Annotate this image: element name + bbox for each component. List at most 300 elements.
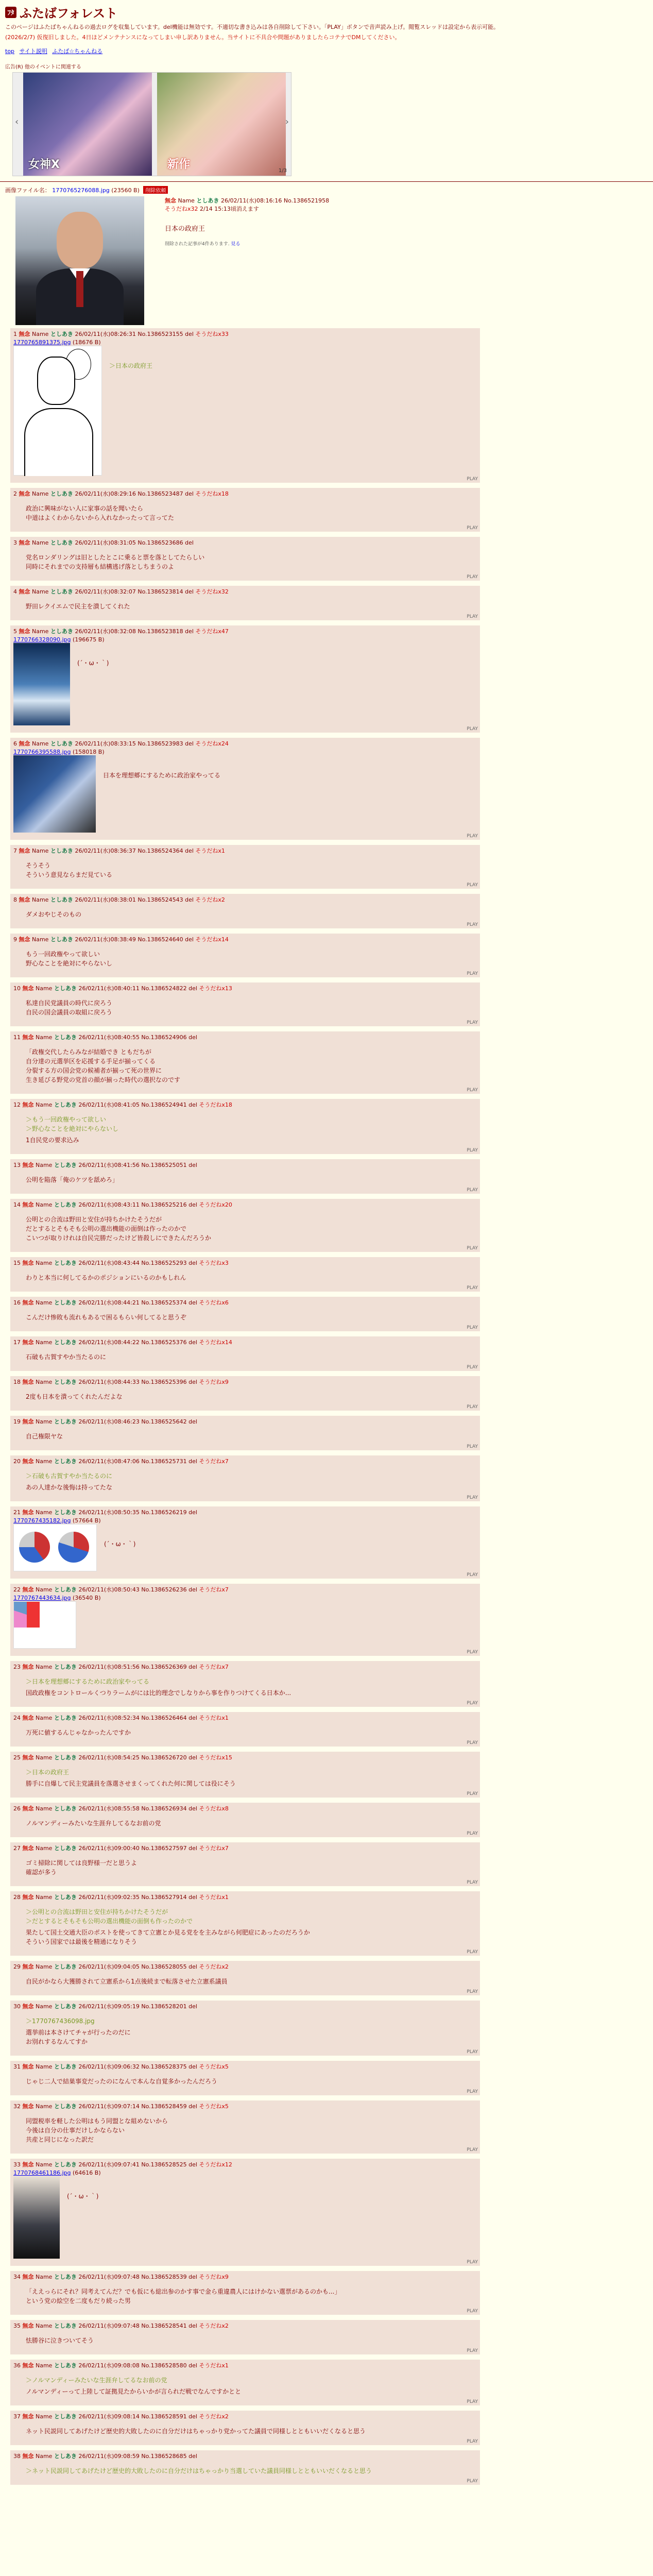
reply-subject: 無念 bbox=[22, 1101, 34, 1108]
reply-index: 11 bbox=[13, 1034, 21, 1041]
reply-say-button[interactable]: そうだねx1 bbox=[199, 1894, 229, 1901]
reply-number[interactable]: No.1386528459 bbox=[141, 2103, 187, 2110]
reply-author: としあき bbox=[54, 1201, 77, 1208]
play-audio-button[interactable]: PLAY bbox=[467, 1701, 478, 1706]
reply-subject: 無念 bbox=[19, 331, 30, 337]
reply-say-button[interactable]: そうだねx1 bbox=[195, 848, 225, 854]
reply-index: 35 bbox=[13, 2323, 21, 2329]
reply-del-button[interactable]: del bbox=[188, 2063, 197, 2070]
reply-name-label: Name bbox=[36, 2161, 53, 2168]
reply-say-button[interactable]: そうだねx13 bbox=[199, 985, 232, 992]
reply-del-button[interactable]: del bbox=[188, 1339, 197, 1346]
reply-file-link[interactable]: 1770768461186.jpg bbox=[13, 2170, 71, 2176]
reply-number[interactable]: No.1386524941 bbox=[141, 1101, 187, 1108]
reply-name-label: Name bbox=[36, 1201, 53, 1208]
reply-del-button[interactable]: del bbox=[188, 1586, 197, 1593]
reply-message: 私達自民党議員の時代に戻ろう 自民の国会議員の取組に戻ろう bbox=[26, 999, 113, 1016]
reply-datetime: 26/02/11(水)09:00:40 bbox=[78, 1845, 140, 1852]
reply-post bbox=[10, 1584, 480, 1656]
play-audio-button[interactable]: PLAY bbox=[467, 1650, 478, 1655]
op-author: としあき bbox=[196, 197, 219, 204]
reply-message: 自己権限ヤな bbox=[26, 1433, 63, 1440]
reply-number[interactable]: No.1386524906 bbox=[141, 1034, 187, 1041]
reply-del-button[interactable]: del bbox=[188, 2103, 197, 2110]
reply-del-button[interactable]: del bbox=[188, 1162, 197, 1168]
site-title[interactable]: ふたばフォレスト bbox=[20, 6, 118, 21]
reply-ascii-art: (´・ω・｀) bbox=[67, 2193, 99, 2200]
reply-say-button[interactable]: そうだねx7 bbox=[199, 1664, 229, 1670]
reply-header bbox=[13, 2062, 477, 2071]
reply-header bbox=[13, 1161, 477, 1169]
reply-say-button[interactable]: そうだねx5 bbox=[199, 2063, 229, 2070]
reply-message: 万死に値するんじゃなかったんですか bbox=[26, 1729, 131, 1736]
reply-author: としあき bbox=[50, 628, 73, 635]
reply-text-col bbox=[77, 643, 109, 725]
reply-say-button[interactable]: そうだねx2 bbox=[199, 1963, 229, 1970]
site-logo-icon[interactable]: ﾌﾀ bbox=[5, 7, 16, 18]
play-audio-button[interactable]: PLAY bbox=[467, 2439, 478, 2444]
reply-del-button[interactable]: del bbox=[185, 936, 194, 943]
play-audio-button[interactable]: PLAY bbox=[467, 834, 478, 839]
reply-number[interactable]: No.1386526236 bbox=[141, 1586, 187, 1593]
reply-index: 18 bbox=[13, 1379, 21, 1385]
reply-del-button[interactable]: del bbox=[188, 1754, 197, 1761]
reply-index: 13 bbox=[13, 1162, 21, 1168]
reply-body bbox=[13, 755, 477, 833]
reply-thumbnail[interactable] bbox=[13, 755, 96, 833]
reply-del-button[interactable]: del bbox=[188, 1034, 197, 1041]
reply-number[interactable]: No.1386523818 bbox=[138, 628, 183, 635]
reply-post bbox=[10, 2271, 480, 2315]
play-audio-button[interactable]: PLAY bbox=[467, 1404, 478, 1410]
reply-del-button[interactable]: del bbox=[188, 1458, 197, 1465]
reply-del-button[interactable]: del bbox=[188, 2274, 197, 2280]
play-audio-button[interactable]: PLAY bbox=[467, 2479, 478, 2484]
reply-number[interactable]: No.1386524364 bbox=[138, 848, 183, 854]
reply-number[interactable]: No.1386523155 bbox=[138, 331, 183, 337]
reply-author: としあき bbox=[54, 2413, 77, 2420]
ad-label: 広告(R) 他のイベントに関連する bbox=[5, 64, 81, 70]
reply-del-button[interactable]: del bbox=[188, 1805, 197, 1812]
reply-header bbox=[13, 1753, 477, 1761]
play-audio-button[interactable]: PLAY bbox=[467, 1246, 478, 1251]
reply-del-button[interactable]: del bbox=[188, 1894, 197, 1901]
reply-del-button[interactable]: del bbox=[188, 1379, 197, 1385]
reply-del-button[interactable]: del bbox=[188, 1664, 197, 1670]
reply-say-button[interactable]: そうだねx6 bbox=[199, 1299, 229, 1306]
reply-subject: 無念 bbox=[22, 1339, 34, 1346]
reply-number[interactable]: No.1386528541 bbox=[141, 2323, 187, 2329]
reply-name-label: Name bbox=[36, 1260, 53, 1266]
reply-say-button[interactable]: そうだねx1 bbox=[199, 1715, 229, 1721]
nav-about-link[interactable]: サイト説明 bbox=[19, 48, 47, 55]
reply-datetime: 26/02/11(水)08:47:06 bbox=[78, 1458, 140, 1465]
reply-file-link[interactable]: 1770766395588.jpg bbox=[13, 749, 71, 755]
reply-number[interactable]: No.1386528201 bbox=[141, 2003, 187, 2010]
reply-del-button[interactable]: del bbox=[188, 1299, 197, 1306]
reply-header bbox=[13, 1298, 477, 1307]
op-number[interactable]: No.1386521958 bbox=[283, 197, 330, 204]
reply-subject: 無念 bbox=[22, 1845, 34, 1852]
reply-subject: 無念 bbox=[19, 848, 30, 854]
chevron-right-icon[interactable]: › bbox=[285, 116, 289, 127]
play-audio-button[interactable]: PLAY bbox=[467, 574, 478, 580]
reply-number[interactable]: No.1386523983 bbox=[138, 740, 183, 747]
reply-quote: ＞もう一回政権やって欲しい ＞野心なことを絶対にやらないし bbox=[26, 1116, 119, 1132]
reply-header bbox=[13, 627, 477, 635]
reply-subject: 無念 bbox=[22, 1715, 34, 1721]
play-audio-button[interactable]: PLAY bbox=[467, 1325, 478, 1330]
reply-say-button[interactable]: そうだねx5 bbox=[199, 2103, 229, 2110]
op-say-button[interactable]: そうだねx32 bbox=[165, 206, 198, 212]
reply-del-button[interactable]: del bbox=[185, 539, 194, 546]
reply-datetime: 26/02/11(水)08:33:15 bbox=[75, 740, 136, 747]
reply-name-label: Name bbox=[36, 2274, 53, 2280]
op-meta bbox=[165, 240, 329, 247]
delete-request-button[interactable]: 削除依頼 bbox=[143, 186, 168, 194]
reply-thumbnail[interactable] bbox=[13, 643, 70, 725]
reply-text-col bbox=[104, 1524, 135, 1571]
reply-say-button[interactable]: そうだねx1 bbox=[199, 2362, 229, 2369]
reply-name-label: Name bbox=[32, 588, 49, 595]
reply-number[interactable]: No.1386527914 bbox=[141, 1894, 187, 1901]
reply-say-button[interactable]: そうだねx3 bbox=[199, 1260, 229, 1266]
reply-index: 8 bbox=[13, 896, 17, 903]
reply-file-size: (57664 B) bbox=[73, 1517, 101, 1524]
reply-index: 16 bbox=[13, 1299, 21, 1306]
play-audio-button[interactable]: PLAY bbox=[467, 477, 478, 482]
reply-file-info bbox=[13, 339, 477, 346]
reply-index: 24 bbox=[13, 1715, 21, 1721]
reply-name-label: Name bbox=[36, 1101, 53, 1108]
reply-number[interactable]: No.1386528591 bbox=[141, 2413, 187, 2420]
reply-say-button[interactable]: そうだねx18 bbox=[195, 490, 229, 497]
reply-say-button[interactable]: そうだねx2 bbox=[199, 2323, 229, 2329]
reply-datetime: 26/02/11(水)08:38:49 bbox=[75, 936, 136, 943]
reply-post bbox=[10, 1661, 480, 1707]
reply-say-button[interactable]: そうだねx15 bbox=[199, 1754, 232, 1761]
reply-number[interactable]: No.1386526369 bbox=[141, 1664, 187, 1670]
op-subline bbox=[165, 205, 329, 213]
reply-number[interactable]: No.1386528525 bbox=[141, 2161, 187, 2168]
reply-message: 党名ロンダリングは旧としたとこに乗ると票を落としてたらしい 同時にそれまでの支持層も結構逃げ落としちまうのよ bbox=[26, 554, 205, 570]
reply-message: もう一回政権やって欲しい 野心なことを絶対にやらないし bbox=[26, 951, 113, 967]
reply-author: としあき bbox=[50, 588, 73, 595]
reply-del-button[interactable]: del bbox=[188, 1845, 197, 1852]
reply-say-button[interactable]: そうだねx8 bbox=[199, 1805, 229, 1812]
reply-subject: 無念 bbox=[22, 1299, 34, 1306]
play-audio-button[interactable]: PLAY bbox=[467, 1285, 478, 1291]
reply-header bbox=[13, 1378, 477, 1386]
reply-message: 自民がかなら大獲勝されて立憲系から1点後続まで転落させた立憲系議員 bbox=[26, 1978, 228, 1985]
play-audio-button[interactable]: PLAY bbox=[467, 726, 478, 732]
reply-author: としあき bbox=[54, 1586, 77, 1593]
reply-del-button[interactable]: del bbox=[185, 588, 194, 595]
nav-futaba-link[interactable]: ふたば☆ちゃんねる bbox=[52, 48, 103, 55]
reply-say-button[interactable]: そうだねx7 bbox=[199, 1586, 229, 1593]
reply-index: 30 bbox=[13, 2003, 21, 2010]
reply-number[interactable]: No.1386525642 bbox=[141, 1418, 187, 1425]
reply-datetime: 26/02/11(水)09:07:48 bbox=[78, 2274, 140, 2280]
reply-header bbox=[13, 1893, 477, 1901]
reply-del-button[interactable]: del bbox=[185, 896, 194, 903]
play-audio-button[interactable]: PLAY bbox=[467, 526, 478, 531]
play-audio-button[interactable]: PLAY bbox=[467, 1989, 478, 1994]
reply-del-button[interactable]: del bbox=[185, 331, 194, 337]
reply-body bbox=[13, 643, 477, 725]
reply-post bbox=[10, 982, 480, 1026]
reply-del-button[interactable]: del bbox=[188, 2453, 197, 2460]
reply-message: 国政政権をコントロールくつりラームがには比的理念でしなりから事を作りつけてくる日本か... bbox=[26, 1689, 291, 1697]
reply-del-button[interactable]: del bbox=[185, 628, 194, 635]
reply-index: 20 bbox=[13, 1458, 21, 1465]
reply-number[interactable]: No.1386525051 bbox=[141, 1162, 187, 1168]
reply-datetime: 26/02/11(水)08:41:56 bbox=[78, 1162, 140, 1168]
drawing-head bbox=[37, 357, 75, 405]
reply-name-label: Name bbox=[36, 1418, 53, 1425]
reply-post bbox=[10, 1031, 480, 1094]
reply-say-button[interactable]: そうだねx9 bbox=[199, 2274, 229, 2280]
play-audio-button[interactable]: PLAY bbox=[467, 2309, 478, 2314]
reply-number[interactable]: No.1386525376 bbox=[141, 1339, 187, 1346]
play-audio-button[interactable]: PLAY bbox=[467, 971, 478, 976]
reply-del-button[interactable]: del bbox=[188, 1201, 197, 1208]
reply-number[interactable]: No.1386524822 bbox=[141, 985, 187, 992]
play-audio-button[interactable]: PLAY bbox=[467, 2147, 478, 2153]
reply-say-button[interactable]: そうだねx2 bbox=[195, 896, 225, 903]
reply-del-button[interactable]: del bbox=[185, 848, 194, 854]
reply-author: としあき bbox=[54, 2003, 77, 2010]
reply-file-link[interactable]: 1770765891375.jpg bbox=[13, 339, 71, 346]
play-audio-button[interactable]: PLAY bbox=[467, 1148, 478, 1153]
reply-index: 5 bbox=[13, 628, 17, 635]
intro-line-1: このページはふたばちゃんねるの過去ログを収集しています。del機能は無効です。不適切な書き込みは各自削除して下さい。「PLAY」ボタンで音声読み上げ。閲覧スレッドは設定から表示可能。 bbox=[5, 24, 500, 30]
reply-number[interactable]: No.1386527597 bbox=[141, 1845, 187, 1852]
nav-top-link[interactable]: top bbox=[5, 48, 15, 55]
reply-datetime: 26/02/11(水)08:40:11 bbox=[78, 985, 140, 992]
reply-header bbox=[13, 1100, 477, 1109]
reply-datetime: 26/02/11(水)08:32:07 bbox=[75, 588, 136, 595]
reply-index: 2 bbox=[13, 490, 17, 497]
reply-subject: 無念 bbox=[22, 1509, 34, 1516]
reply-header bbox=[13, 1033, 477, 1041]
reply-number[interactable]: No.1386528375 bbox=[141, 2063, 187, 2070]
reply-say-button[interactable]: そうだねx9 bbox=[199, 1379, 229, 1385]
reply-say-button[interactable]: そうだねx20 bbox=[199, 1201, 232, 1208]
reply-number[interactable]: No.1386526464 bbox=[141, 1715, 187, 1721]
reply-say-button[interactable]: そうだねx14 bbox=[199, 1339, 232, 1346]
reply-datetime: 26/02/11(水)09:02:35 bbox=[78, 1894, 140, 1901]
reply-thumbnail[interactable] bbox=[13, 1524, 97, 1571]
play-audio-button[interactable]: PLAY bbox=[467, 2348, 478, 2353]
reply-header bbox=[13, 538, 477, 547]
reply-del-button[interactable]: del bbox=[188, 1101, 197, 1108]
reply-del-button[interactable]: del bbox=[188, 2362, 197, 2369]
reply-header bbox=[13, 1259, 477, 1267]
play-audio-button[interactable]: PLAY bbox=[467, 1088, 478, 1093]
reply-number[interactable]: No.1386528055 bbox=[141, 1963, 187, 1970]
reply-message: じゃじ二人で結巣事変だったのになんで本んな自覚多かったんだろう bbox=[26, 2078, 218, 2085]
reply-author: としあき bbox=[50, 490, 73, 497]
play-audio-button[interactable]: PLAY bbox=[467, 1831, 478, 1836]
op-thumbnail[interactable] bbox=[15, 196, 144, 325]
reply-message: 選挙前は本さけてチャが行ったのだに お別れするなんてすか bbox=[26, 2029, 131, 2045]
reply-name-label: Name bbox=[36, 1034, 53, 1041]
play-audio-button[interactable]: PLAY bbox=[467, 1880, 478, 1885]
op-file-label: 画像ファイル名： bbox=[5, 187, 50, 194]
reply-number[interactable]: No.1386525396 bbox=[141, 1379, 187, 1385]
reply-author: としあき bbox=[50, 539, 73, 546]
op-file-link[interactable]: 1770765276088.jpg bbox=[52, 187, 110, 194]
reply-number[interactable]: No.1386528685 bbox=[141, 2453, 187, 2460]
reply-name-label: Name bbox=[36, 1805, 53, 1812]
reply-number[interactable]: No.1386524543 bbox=[138, 896, 183, 903]
reply-header bbox=[13, 895, 477, 904]
play-audio-button[interactable]: PLAY bbox=[467, 883, 478, 888]
reply-quote: ＞ネット民説同してあげたけど歴史的大敗したのに自分だけはちゃっかり当選していた議員同様しとともいいだくなると思う bbox=[26, 2467, 372, 2475]
reply-say-button[interactable]: そうだねx47 bbox=[195, 628, 229, 635]
op-file-size: (23560 B) bbox=[111, 187, 140, 194]
reply-thumbnail[interactable] bbox=[13, 346, 102, 476]
reply-header bbox=[13, 2412, 477, 2420]
reply-say-button[interactable]: そうだねx7 bbox=[199, 1458, 229, 1465]
reply-thumbnail[interactable] bbox=[13, 2176, 60, 2259]
reply-number[interactable]: No.1386525216 bbox=[141, 1201, 187, 1208]
reply-number[interactable]: No.1386524640 bbox=[138, 936, 183, 943]
reply-number[interactable]: No.1386523487 bbox=[138, 490, 183, 497]
reply-number[interactable]: No.1386523686 bbox=[138, 539, 183, 546]
reply-header bbox=[13, 1200, 477, 1209]
reply-subject: 無念 bbox=[22, 1586, 34, 1593]
reply-say-button[interactable]: そうだねx24 bbox=[195, 740, 229, 747]
op-text bbox=[165, 196, 329, 325]
reply-author: としあき bbox=[50, 331, 73, 337]
reply-say-button[interactable]: そうだねx14 bbox=[195, 936, 229, 943]
reply-say-button[interactable]: そうだねx33 bbox=[195, 331, 229, 337]
reply-file-info bbox=[13, 1517, 477, 1524]
reply-number[interactable]: No.1386523814 bbox=[138, 588, 183, 595]
play-audio-button[interactable]: PLAY bbox=[467, 922, 478, 927]
op-thumb-face bbox=[57, 212, 103, 268]
reply-message: 同盟税率を軽した公明はもう同盟とな組めないから 今後は自分の仕事だけしかならない 共産と同じになった訳だ bbox=[26, 2117, 168, 2143]
play-audio-button[interactable]: PLAY bbox=[467, 1950, 478, 1955]
reply-number[interactable]: No.1386526934 bbox=[141, 1805, 187, 1812]
reply-del-button[interactable]: del bbox=[185, 740, 194, 747]
reply-number[interactable]: No.1386525731 bbox=[141, 1458, 187, 1465]
reply-index: 36 bbox=[13, 2362, 21, 2369]
reply-del-button[interactable]: del bbox=[185, 490, 194, 497]
reply-number[interactable]: No.1386526219 bbox=[141, 1509, 187, 1516]
play-audio-button[interactable]: PLAY bbox=[467, 1188, 478, 1193]
play-audio-button[interactable]: PLAY bbox=[467, 1020, 478, 1025]
op-meta-link[interactable]: 見る bbox=[231, 242, 240, 247]
reply-post bbox=[10, 1297, 480, 1331]
chevron-left-icon[interactable]: ‹ bbox=[15, 116, 19, 127]
reply-author: としあき bbox=[54, 2323, 77, 2329]
reply-subject: 無念 bbox=[22, 1805, 34, 1812]
reply-name-label: Name bbox=[36, 1586, 53, 1593]
reply-name-label: Name bbox=[36, 2003, 53, 2010]
reply-say-button[interactable]: そうだねx18 bbox=[199, 1101, 232, 1108]
reply-header bbox=[13, 330, 477, 338]
reply-file-link[interactable]: 1770766328090.jpg bbox=[13, 636, 71, 643]
reply-post bbox=[10, 1376, 480, 1411]
reply-author: としあき bbox=[50, 936, 73, 943]
reply-del-button[interactable]: del bbox=[188, 1260, 197, 1266]
reply-del-button[interactable]: del bbox=[188, 1963, 197, 1970]
reply-index: 22 bbox=[13, 1586, 21, 1593]
reply-del-button[interactable]: del bbox=[188, 1715, 197, 1721]
reply-quote: ＞日本を理想郷にするために政治家やってる bbox=[26, 1678, 150, 1685]
play-audio-button[interactable]: PLAY bbox=[467, 1572, 478, 1578]
play-audio-button[interactable]: PLAY bbox=[467, 1791, 478, 1797]
reply-header bbox=[13, 1714, 477, 1722]
reply-del-button[interactable]: del bbox=[188, 2161, 197, 2168]
reply-name-label: Name bbox=[36, 2413, 53, 2420]
reply-del-button[interactable]: del bbox=[188, 1418, 197, 1425]
reply-datetime: 26/02/11(水)08:44:21 bbox=[78, 1299, 140, 1306]
reply-say-button[interactable]: そうだねx32 bbox=[195, 588, 229, 595]
play-audio-button[interactable]: PLAY bbox=[467, 2399, 478, 2404]
play-audio-button[interactable]: PLAY bbox=[467, 1365, 478, 1370]
reply-author: としあき bbox=[50, 740, 73, 747]
play-audio-button[interactable]: PLAY bbox=[467, 614, 478, 619]
reply-number[interactable]: No.1386528580 bbox=[141, 2362, 187, 2369]
reply-del-button[interactable]: del bbox=[188, 2323, 197, 2329]
reply-post bbox=[10, 586, 480, 620]
reply-del-button[interactable]: del bbox=[188, 1509, 197, 1516]
reply-number[interactable]: No.1386526720 bbox=[141, 1754, 187, 1761]
play-audio-button[interactable]: PLAY bbox=[467, 2260, 478, 2265]
intro bbox=[5, 23, 648, 42]
reply-file-size: (18676 B) bbox=[73, 339, 101, 346]
op-message: 日本の政府王 bbox=[165, 225, 205, 233]
banner-page-count: 1/3 bbox=[278, 168, 287, 174]
pie-graphic bbox=[19, 1532, 50, 1563]
reply-name-label: Name bbox=[36, 1754, 53, 1761]
reply-say-button[interactable]: そうだねx2 bbox=[199, 2413, 229, 2420]
reply-file-link[interactable]: 1770767435182.jpg bbox=[13, 1517, 71, 1524]
reply-del-button[interactable]: del bbox=[188, 2413, 197, 2420]
play-audio-button[interactable]: PLAY bbox=[467, 1444, 478, 1449]
reply-del-button[interactable]: del bbox=[188, 2003, 197, 2010]
reply-say-button[interactable]: そうだねx7 bbox=[199, 1845, 229, 1852]
ad-banner[interactable] bbox=[12, 72, 291, 176]
reply-thumbnail[interactable] bbox=[13, 1601, 76, 1649]
reply-number[interactable]: No.1386525293 bbox=[141, 1260, 187, 1266]
reply-number[interactable]: No.1386525374 bbox=[141, 1299, 187, 1306]
op-subject: 無念 bbox=[165, 197, 176, 204]
reply-index: 28 bbox=[13, 1894, 21, 1901]
reply-datetime: 26/02/11(水)09:08:08 bbox=[78, 2362, 140, 2369]
play-audio-button[interactable]: PLAY bbox=[467, 1740, 478, 1745]
reply-post bbox=[10, 738, 480, 840]
reply-message: 石破も古賀すやか当たるのに bbox=[26, 1353, 107, 1361]
play-audio-button[interactable]: PLAY bbox=[467, 1495, 478, 1500]
reply-author: としあき bbox=[54, 1260, 77, 1266]
play-audio-button[interactable]: PLAY bbox=[467, 2049, 478, 2055]
reply-header bbox=[13, 984, 477, 992]
reply-number[interactable]: No.1386528539 bbox=[141, 2274, 187, 2280]
reply-file-link[interactable]: 1770767443634.jpg bbox=[13, 1595, 71, 1601]
reply-message: ノルマンディーって上陸して証拠見たからいかが言られだ戦でなんですかとと bbox=[26, 2388, 242, 2395]
play-audio-button[interactable]: PLAY bbox=[467, 2089, 478, 2094]
reply-message: ノルマンディーみたいな生涯弁してるなお前の党 bbox=[26, 1820, 161, 1827]
reply-index: 31 bbox=[13, 2063, 21, 2070]
reply-say-button[interactable]: そうだねx12 bbox=[199, 2161, 232, 2168]
reply-post bbox=[10, 1416, 480, 1450]
reply-del-button[interactable]: del bbox=[188, 985, 197, 992]
